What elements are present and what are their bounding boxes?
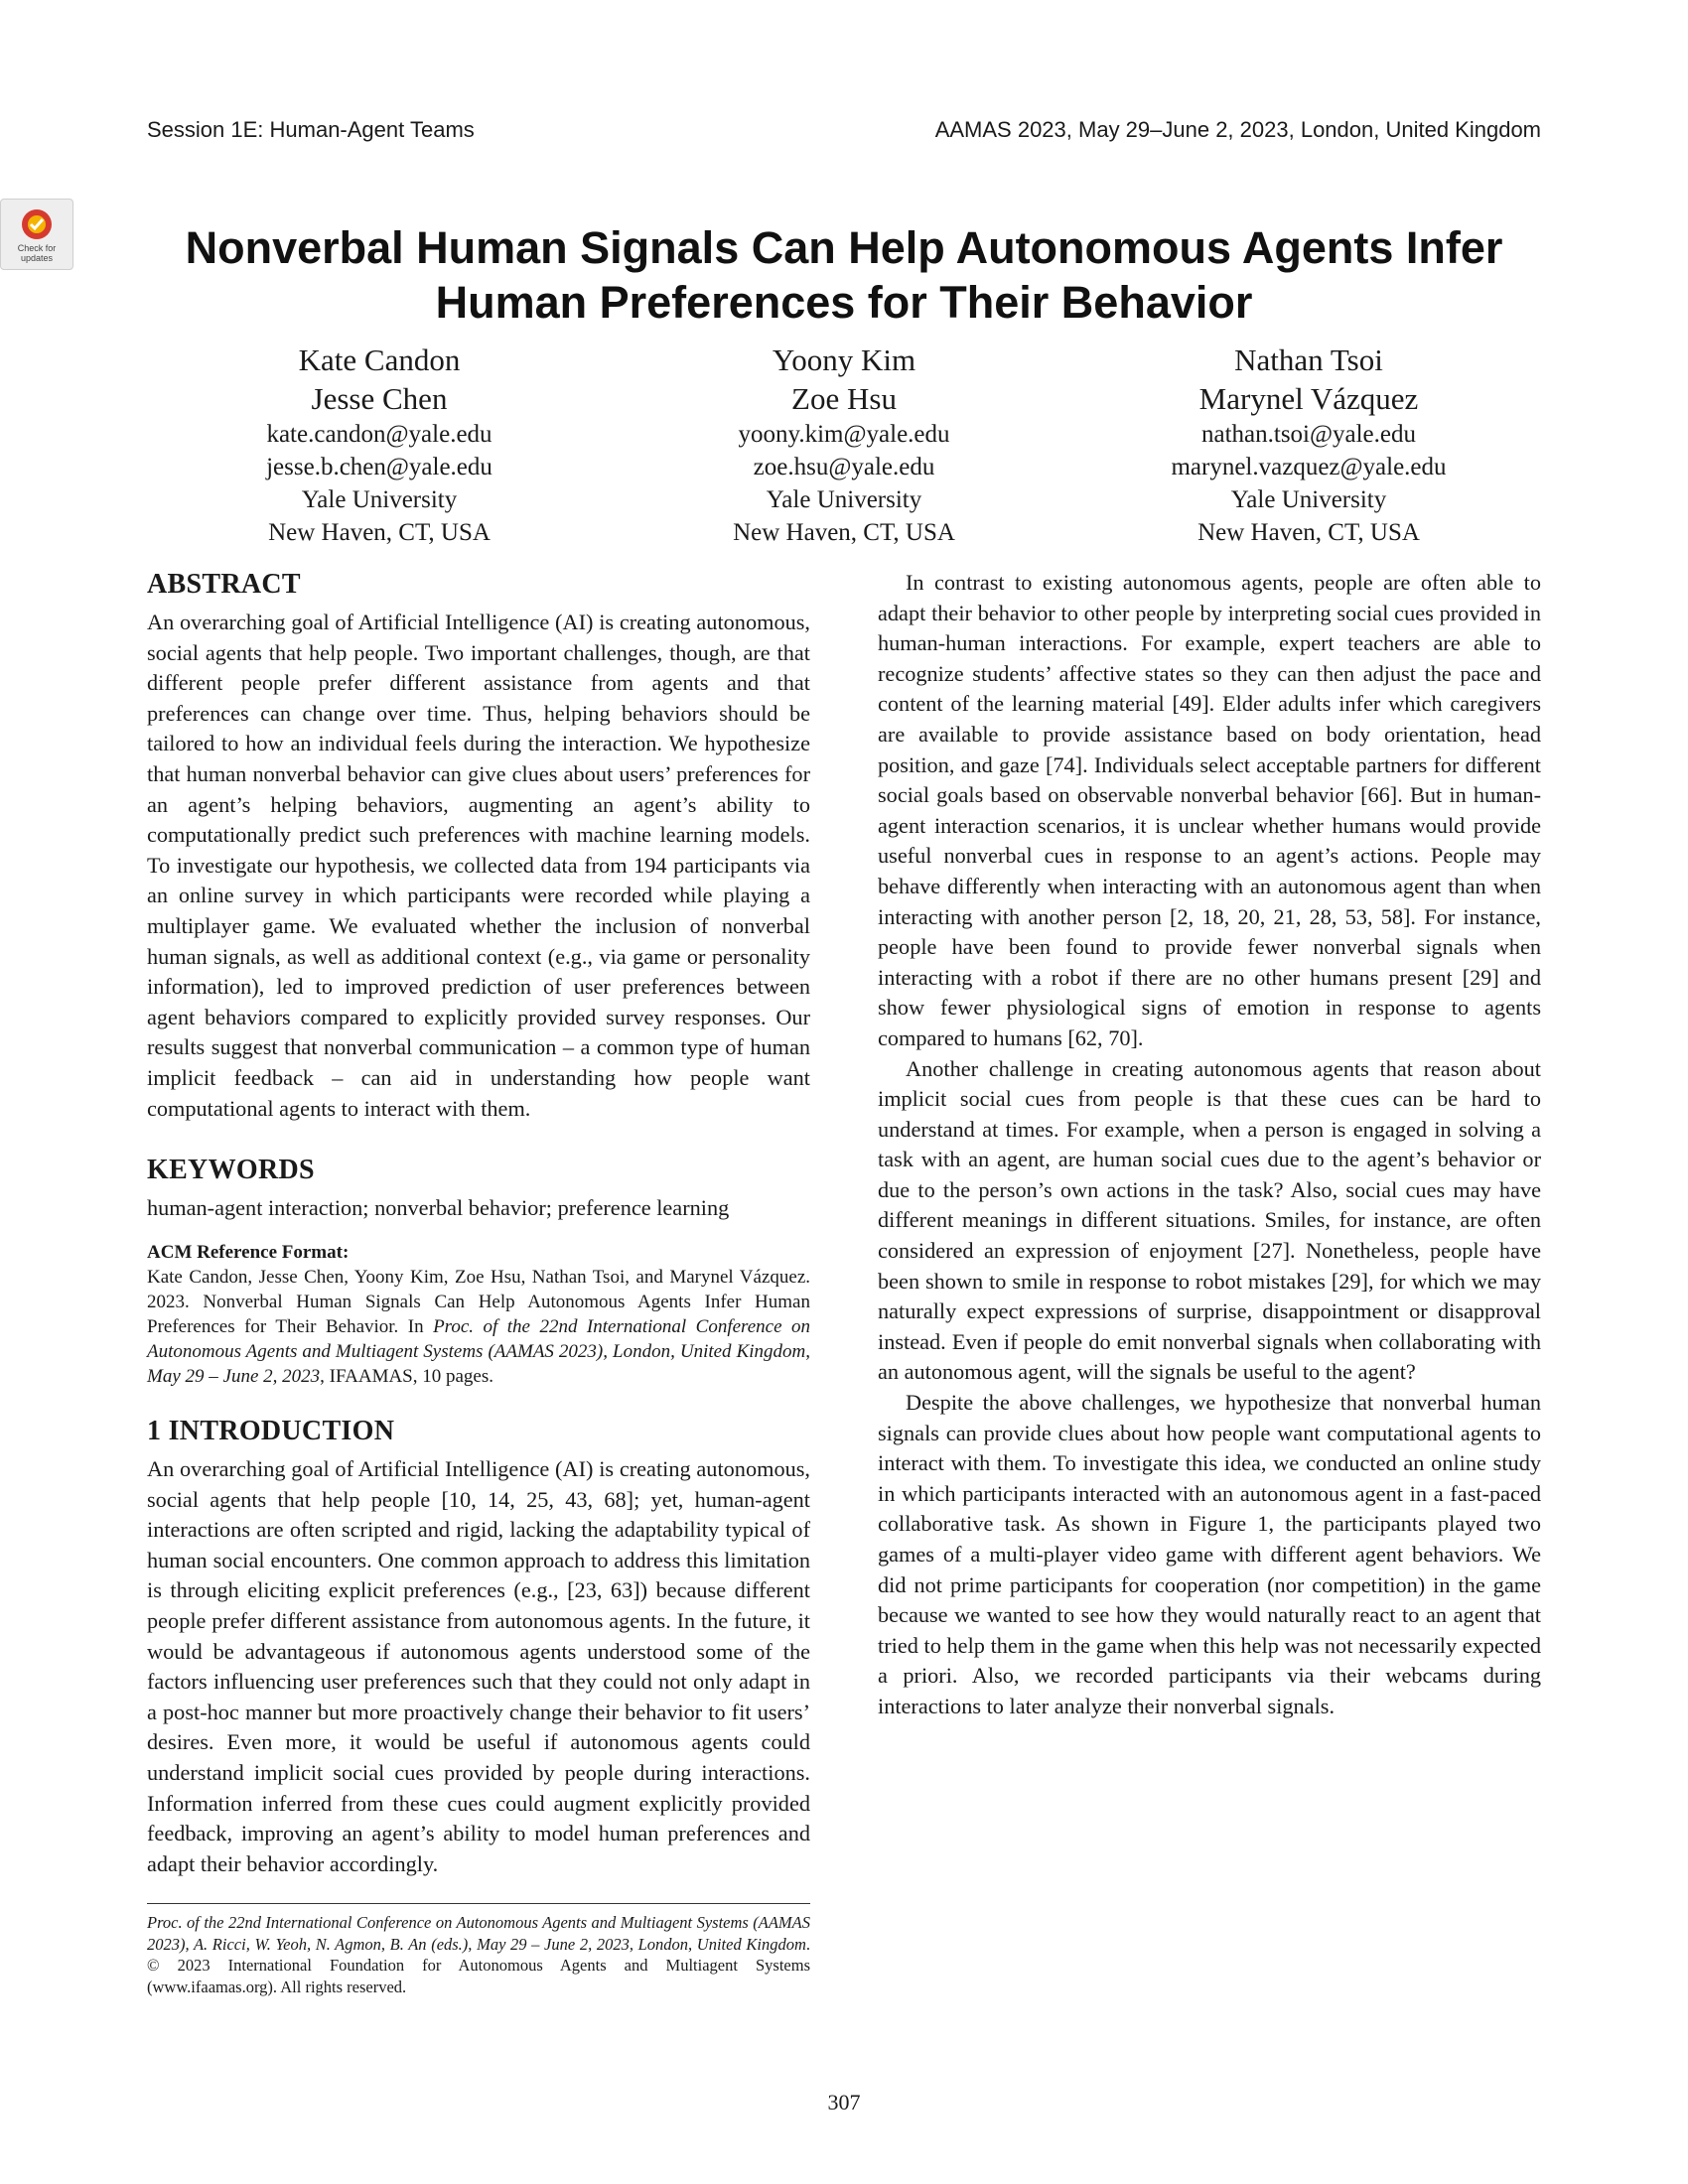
author-location: New Haven, CT, USA	[1197, 519, 1420, 546]
author-location: New Haven, CT, USA	[733, 519, 955, 546]
introduction-paragraph-3: Another challenge in creating autonomous agents that reason about implicit social cues from people is that these cues can be hard to understand at times. For example, when a person is engaged in solving a task with an agent, are human social cues due to the agent’s behavior or due to the person’s own actions in the task? Also, social cues may have different meanings in different situations. Smiles, for instance, are often considered an expression of enjoyment [27]. Nonetheless, people have been shown to smile in response to robot mistakes [29], for which we may naturally expect expressions of surprise, disappointment or disapproval instead. Even if people do emit nonverbal signals when collaborating with an autonomous agent, will the signals be useful to the agent?	[878, 1055, 1541, 1385]
acm-reference-text	[147, 1265, 810, 1389]
badge-line2: updates	[20, 253, 54, 263]
conference-label: AAMAS 2023, May 29–June 2, 2023, London, United Kingdom	[934, 117, 1541, 142]
author-location: New Haven, CT, USA	[268, 519, 491, 546]
introduction-paragraph-4: Despite the above challenges, we hypothesize that nonverbal human signals can provide clues about how people want computational agents to interact with them. To investigate this idea, we conducted an online study in which participants interacted with an autonomous agent in a fast-paced collaborative task. As shown in Figure 1, the participants played two games of a multi-player video game with different agent behaviors. We did not prime participants for cooperation (nor competition) in the game because we wanted to see how they would naturally react to an agent that tried to help them in the game when this help was not necessarily expected a priori. Also, we recorded participants via their webcams during interactions to later analyze their nonverbal signals.	[878, 1390, 1541, 1718]
footnote-block	[147, 1903, 810, 1997]
author-name: Marynel Vázquez	[1198, 381, 1419, 416]
author-email[interactable]: kate.candon@yale.edu	[266, 421, 492, 448]
footnote-rest: . © 2023 International Foundation for Autonomous Agents and Multiagent Systems (www.ifaamas.org). All rights reserved.	[147, 1934, 810, 1996]
keywords-text: human-agent interaction; nonverbal behavior; preference learning	[147, 1195, 730, 1221]
author-name: Zoe Hsu	[791, 381, 897, 416]
author-email[interactable]: marynel.vazquez@yale.edu	[1171, 454, 1447, 480]
author-email[interactable]: yoony.kim@yale.edu	[738, 421, 950, 448]
keywords-heading: KEYWORDS	[147, 1155, 315, 1186]
author-email[interactable]: nathan.tsoi@yale.edu	[1200, 421, 1416, 448]
acm-reference-venue: Proc. of the 22nd International Conference on Autonomous Agents and Multiagent Systems (AAMAS 2023), London, United Kingdom, May 29 – June 2, 2023	[147, 1316, 810, 1388]
author-affiliation: Yale University	[1230, 486, 1387, 513]
introduction-heading: 1 INTRODUCTION	[147, 1416, 395, 1447]
acm-reference-tail: , IFAAMAS, 10 pages.	[320, 1366, 494, 1388]
running-header	[147, 117, 1541, 151]
author-email[interactable]: zoe.hsu@yale.edu	[753, 454, 935, 480]
author-email[interactable]: jesse.b.chen@yale.edu	[266, 454, 492, 480]
author-column	[612, 341, 1076, 549]
author-column	[1076, 341, 1541, 549]
author-block	[147, 341, 1541, 549]
right-column	[878, 568, 1541, 1722]
introduction-paragraph-1: An overarching goal of Artificial Intelligence (AI) is creating autonomous, social agents that help people [10, 14, 25, 43, 68]; yet, human-agent interactions are often scripted and rigid, lacking the adaptability typical of human social encounters. One common approach to address this limitation is through eliciting explicit preferences (e.g., [23, 63]) because different people prefer different assistance from autonomous agents. In the future, it would be advantageous if autonomous agents understood some of the factors influencing user preferences such that they could not only adapt in a post-hoc manner but more proactively change their behavior to fit users’ desires. Even more, it would be useful if autonomous agents could understand implicit social cues provided by people during interactions. Information inferred from these cues could augment explicitly provided feedback, improving an agent’s ability to model human preferences and adapt their behavior accordingly.	[147, 1456, 810, 1876]
abstract-text: An overarching goal of Artificial Intelligence (AI) is creating autonomous, social agents that help people. Two important challenges, though, are that different people prefer different assistance from agents and that preferences can change over time. Thus, helping behaviors should be tailored to how an individual feels during the interaction. We hypothesize that human nonverbal behavior can give clues about users’ preferences for an agent’s helping behaviors, augmenting an agent’s ability to computationally predict such preferences with machine learning models. To investigate our hypothesis, we collected data from 194 participants via an online survey in which participants were recorded while playing a multiplayer game. We evaluated whether the inclusion of nonverbal human signals, as well as additional context (e.g., via game or personality information), led to improved prediction of user preferences between agent behaviors compared to explicitly provided survey responses. Our results suggest that nonverbal communication – a common type of human implicit feedback – can aid in understanding how people want computational agents to interact with them.	[147, 610, 810, 1121]
author-column	[147, 341, 612, 549]
acm-reference-authors: Kate Candon, Jesse Chen, Yoony Kim, Zoe Hsu, Nathan Tsoi, and Marynel Vázquez. 2023. Nonverbal Human Signals Can Help Autonomous Agents Infer Human Preferences for Their Behavior. In	[147, 1267, 810, 1338]
check-for-updates-badge[interactable]	[0, 199, 73, 270]
abstract-heading: ABSTRACT	[147, 569, 301, 600]
page-number: 307	[827, 2090, 861, 2115]
introduction-paragraph-2: In contrast to existing autonomous agents, people are often able to adapt their behavior to other people by interpreting social cues provided in human-human interactions. For example, expert teachers are able to recognize students’ affective states so they can then adjust the pace and content of the learning material [49]. Elder adults infer which caregivers are available to provide assistance based on body orientation, head position, and gaze [74]. Individuals select acceptable partners for different social goals based on observable nonverbal behavior [66]. But in human-agent interaction scenarios, it is unclear whether humans would provide useful nonverbal cues in response to an agent’s actions. People may behave differently when interacting with an autonomous agent than when interacting with another person [2, 18, 20, 21, 28, 53, 58]. For instance, people have been found to provide fewer nonverbal signals when interacting with a robot if there are no other humans present [29] and show fewer physiological signs of emotion in response to agents compared to humans [62, 70].	[878, 570, 1541, 1050]
footnote-rule	[147, 1903, 810, 1904]
author-name: Nathan Tsoi	[1234, 342, 1383, 377]
acm-reference-label: ACM Reference Format:	[147, 1242, 350, 1264]
badge-line1: Check for	[17, 243, 57, 253]
paper-title	[119, 220, 1569, 330]
footnote-italic: Proc. of the 22nd International Conference on Autonomous Agents and Multiagent Systems (AAMAS 2023), A. Ricci, W. Yeoh, N. Agmon, B. An (eds.), May 29 – June 2, 2023, London, United Kingdom	[147, 1913, 810, 1954]
author-name: Kate Candon	[298, 342, 461, 377]
left-column	[147, 568, 810, 1997]
author-affiliation: Yale University	[766, 486, 922, 513]
footnote-text	[147, 1912, 810, 1997]
author-affiliation: Yale University	[301, 486, 458, 513]
author-name: Jesse Chen	[311, 381, 448, 416]
author-name: Yoony Kim	[772, 342, 916, 377]
session-label: Session 1E: Human-Agent Teams	[147, 117, 475, 142]
check-for-updates-icon	[20, 207, 54, 241]
title-line2: Human Preferences for Their Behavior	[435, 277, 1253, 328]
title-line1: Nonverbal Human Signals Can Help Autonomous Agents Infer	[185, 222, 1503, 273]
